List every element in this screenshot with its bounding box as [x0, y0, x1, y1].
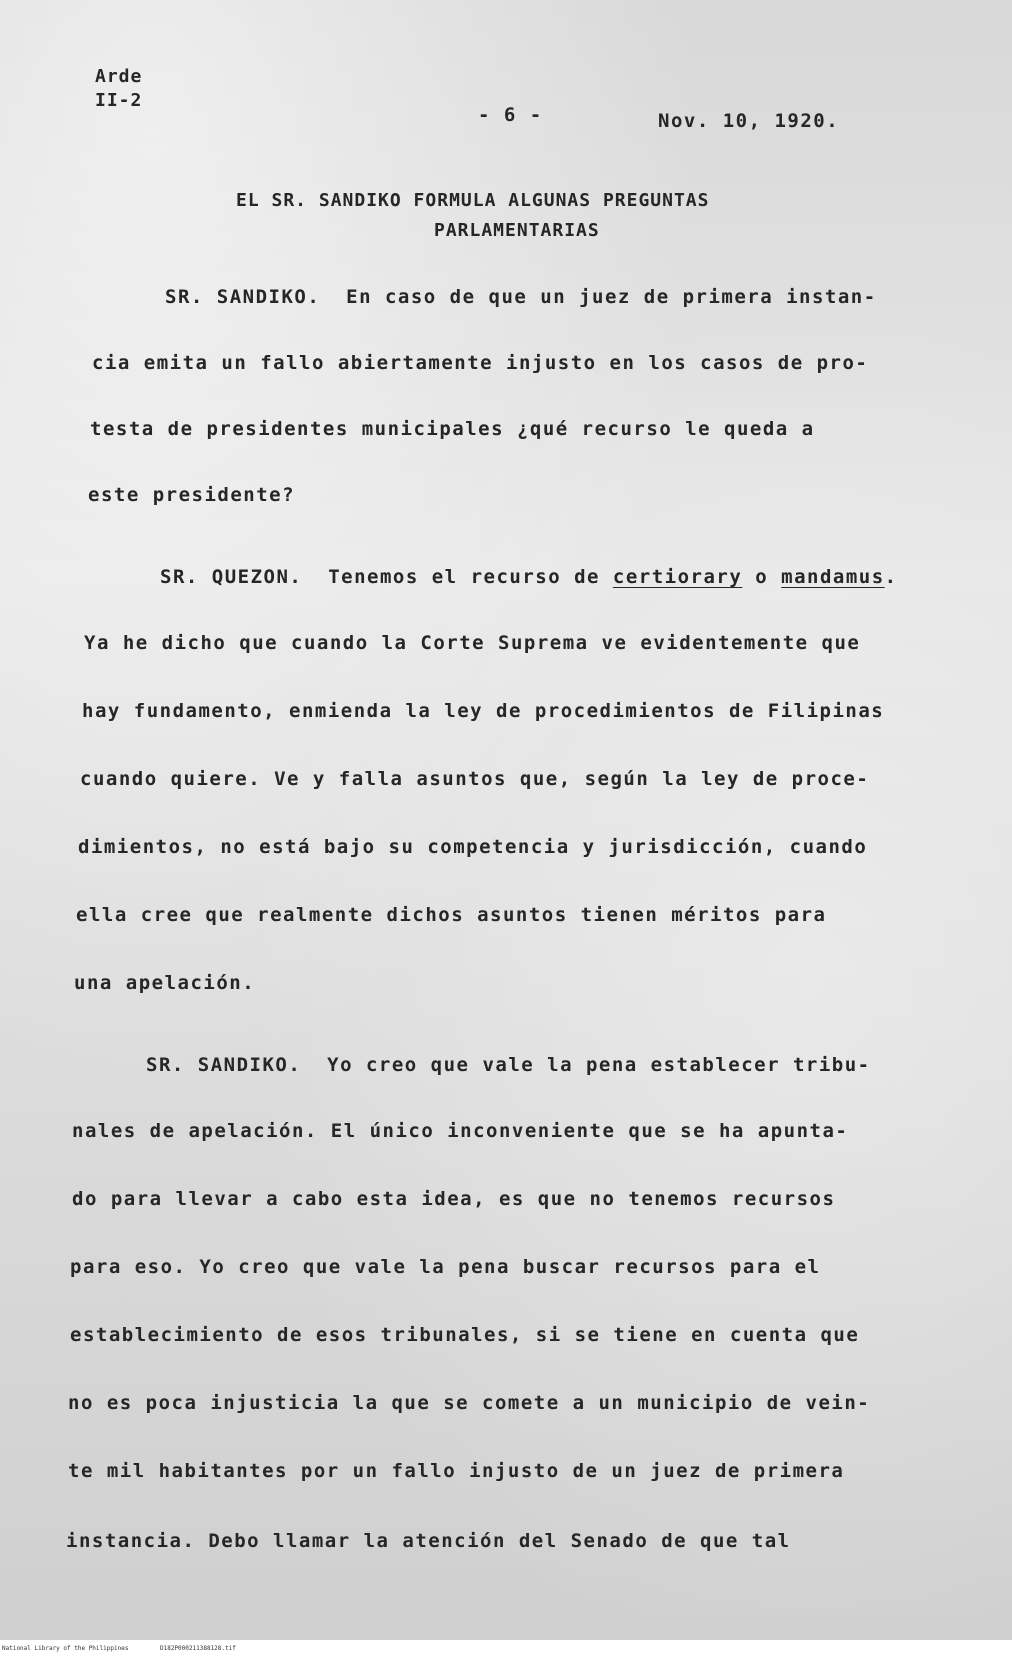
footer-source: National Library of the Philippines: [2, 1645, 129, 1652]
paragraph-line: no es poca injusticia la que se comete a un municipio de vein-: [68, 1392, 871, 1414]
paragraph-line: [165, 286, 877, 308]
paragraph-line: te mil habitantes por un fallo injusto de un juez de primera: [68, 1460, 845, 1482]
legal-term-certiorary: certiorary: [612, 566, 743, 588]
paragraph-line: dimientos, no está bajo su competencia y jurisdicción, cuando: [78, 836, 868, 858]
heading-line1: EL SR. SANDIKO FORMULA ALGUNAS PREGUNTAS: [236, 190, 710, 211]
speaker-name: SR. QUEZON.: [160, 566, 303, 588]
punctuation: .: [884, 566, 898, 588]
paragraph-line: este presidente?: [88, 484, 296, 506]
paragraph-text: Tenemos el recurso de: [328, 566, 600, 588]
speaker-name: SR. SANDIKO.: [146, 1054, 302, 1076]
paragraph-line: hay fundamento, enmienda la ley de procedimientos de Filipinas: [82, 700, 885, 722]
document-date: Nov. 10, 1920.: [658, 110, 840, 132]
paragraph-line: cia emita un fallo abiertamente injusto en los casos de pro-: [92, 352, 869, 374]
paragraph-line: [160, 566, 898, 588]
scan-footer: [0, 1640, 1012, 1658]
paragraph-line: una apelación.: [74, 972, 256, 994]
file-code-line2: II-2: [95, 90, 143, 111]
paragraph-line: ella cree que realmente dichos asuntos tienen méritos para: [76, 904, 827, 926]
paragraph-line: nales de apelación. El único inconveniente que se ha apunta-: [72, 1120, 849, 1142]
paragraph-line: Ya he dicho que cuando la Corte Suprema ve evidentemente que: [84, 632, 861, 654]
speaker-name: SR. SANDIKO.: [165, 286, 321, 308]
paragraph-line: cuando quiere. Ve y falla asuntos que, según la ley de proce-: [80, 768, 870, 790]
page-number: - 6 -: [478, 104, 543, 126]
paragraph-line: do para llevar a cabo esta idea, es que no tenemos recursos: [72, 1188, 836, 1210]
paragraph-text: Yo creo que vale la pena establecer tribu-: [327, 1054, 871, 1076]
file-code-line1: Arde: [95, 66, 143, 87]
paragraph-text: o: [755, 566, 769, 588]
paragraph-line: instancia. Debo llamar la atención del Senado de que tal: [66, 1530, 791, 1552]
paragraph-line: testa de presidentes municipales ¿qué recurso le queda a: [90, 418, 815, 440]
paragraph-line: para eso. Yo creo que vale la pena buscar recursos para el: [70, 1256, 821, 1278]
paragraph-text: En caso de que un juez de primera instan-: [346, 286, 877, 308]
paragraph-line: [146, 1054, 871, 1076]
paragraph-line: establecimiento de esos tribunales, si se tiene en cuenta que: [70, 1324, 860, 1346]
footer-file-name: D182P000211388128.tif: [160, 1645, 236, 1652]
legal-term-mandamus: mandamus: [781, 566, 885, 588]
heading-line2: PARLAMENTARIAS: [434, 220, 600, 241]
